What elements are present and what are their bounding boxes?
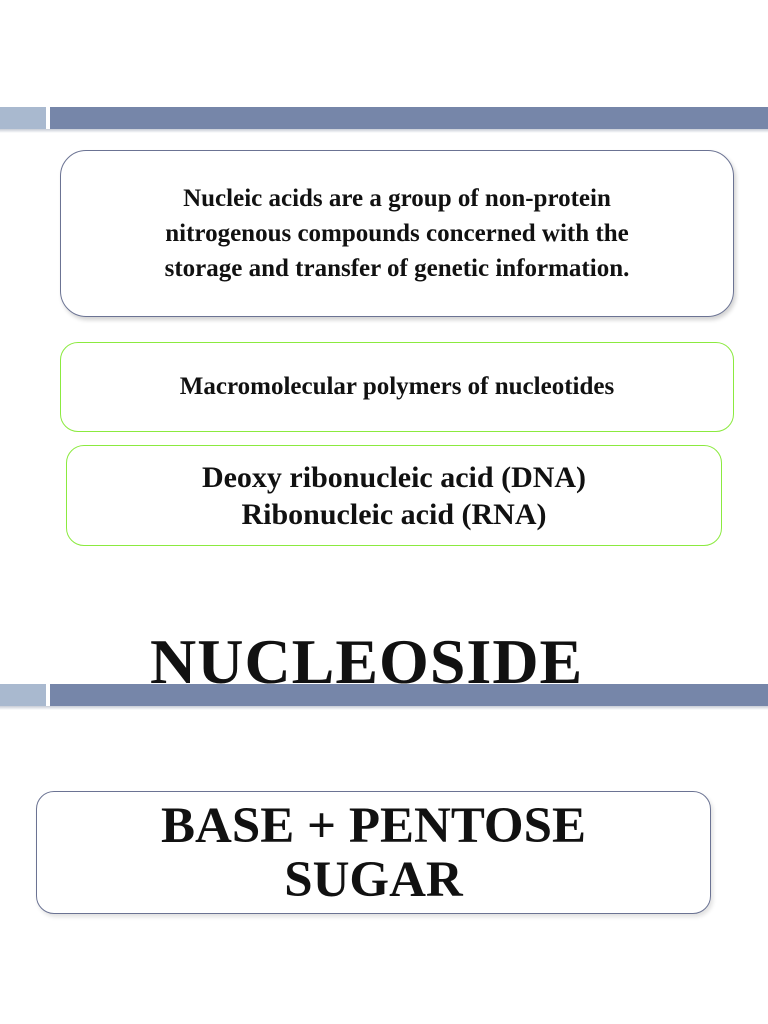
nucleic-acid-types-box [66, 445, 722, 546]
formula-line: SUGAR [284, 851, 463, 908]
slide-title: NUCLEOSIDE [150, 626, 584, 697]
nucleoside-formula-box [36, 791, 711, 914]
polymers-text: Macromolecular polymers of nucleotides [179, 373, 615, 400]
dna-label: Deoxy ribonucleic acid (DNA) [201, 460, 587, 494]
header-bar-shadow [0, 129, 768, 133]
definition-box [60, 150, 734, 317]
header-bar-main [50, 107, 768, 129]
definition-line: storage and transfer of genetic information. [164, 255, 630, 282]
header-bar-shadow [0, 706, 768, 710]
definition-line: nitrogenous compounds concerned with the [165, 220, 629, 247]
rna-label: Ribonucleic acid (RNA) [241, 497, 547, 531]
header-bar-accent [0, 684, 46, 706]
header-bar-top [0, 107, 768, 129]
header-bar-accent [0, 107, 46, 129]
polymers-box [60, 342, 734, 432]
definition-line: Nucleic acids are a group of non-protein [183, 185, 611, 212]
formula-line: BASE + PENTOSE [161, 797, 586, 854]
